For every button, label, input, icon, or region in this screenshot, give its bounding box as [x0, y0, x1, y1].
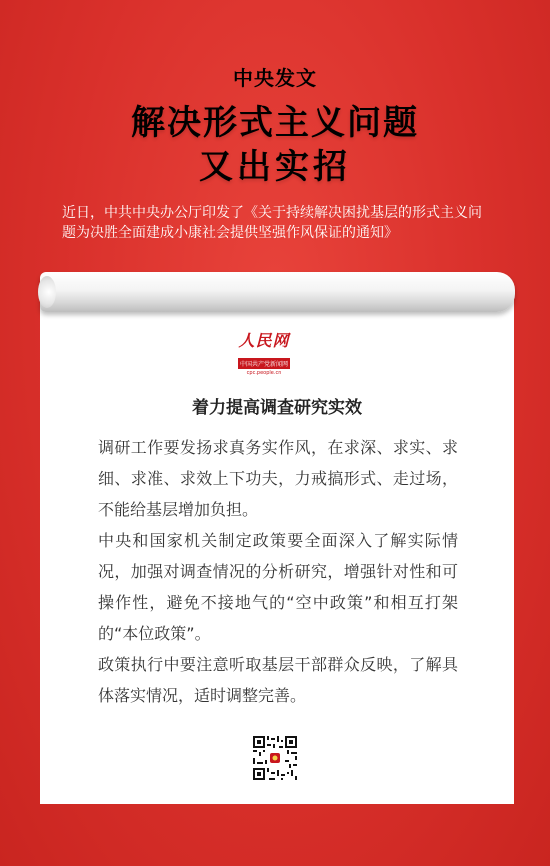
scroll-roll [40, 272, 515, 312]
qr-code[interactable] [251, 734, 299, 782]
kicker-label: 中央发文 [233, 66, 317, 90]
headline-line-1: 解决形式主义问题 [131, 103, 419, 143]
intro-text: 近日，中共中央办公厅印发了《关于持续解决困扰基层的形式主义问题为决胜全面建成小康社会提供坚强作风保证的通知》 [62, 205, 482, 241]
section-title: 着力提高调查研究实效 [192, 398, 362, 418]
people-cn-logo [233, 328, 295, 376]
qr-code-icon [251, 734, 299, 782]
paragraph: 政策执行中要注意听取基层干部群众反映，了解具体落实情况，适时调整完善。 [98, 655, 458, 705]
section-body [98, 432, 458, 711]
logo-mark: 人民网 [238, 331, 290, 350]
headline-line-2: 又出实招 [199, 147, 351, 187]
logo-subtitle: 中国共产党新闻网 [238, 358, 290, 369]
scroll-roll-end [38, 276, 56, 308]
paragraph: 调研工作要发扬求真务实作风，在求深、求实、求细、求准、求效上下功夫，力戒搞形式、走过场，不能给基层增加负担。 [98, 438, 458, 519]
logo-url: cpc.people.cn [246, 370, 282, 376]
paragraph: 中央和国家机关制定政策要全面深入了解实际情况，加强对调查情况的分析研究，增强针对性和可操作性，避免不接地气的“空中政策”和相互打架的“本位政策”。 [98, 531, 458, 643]
